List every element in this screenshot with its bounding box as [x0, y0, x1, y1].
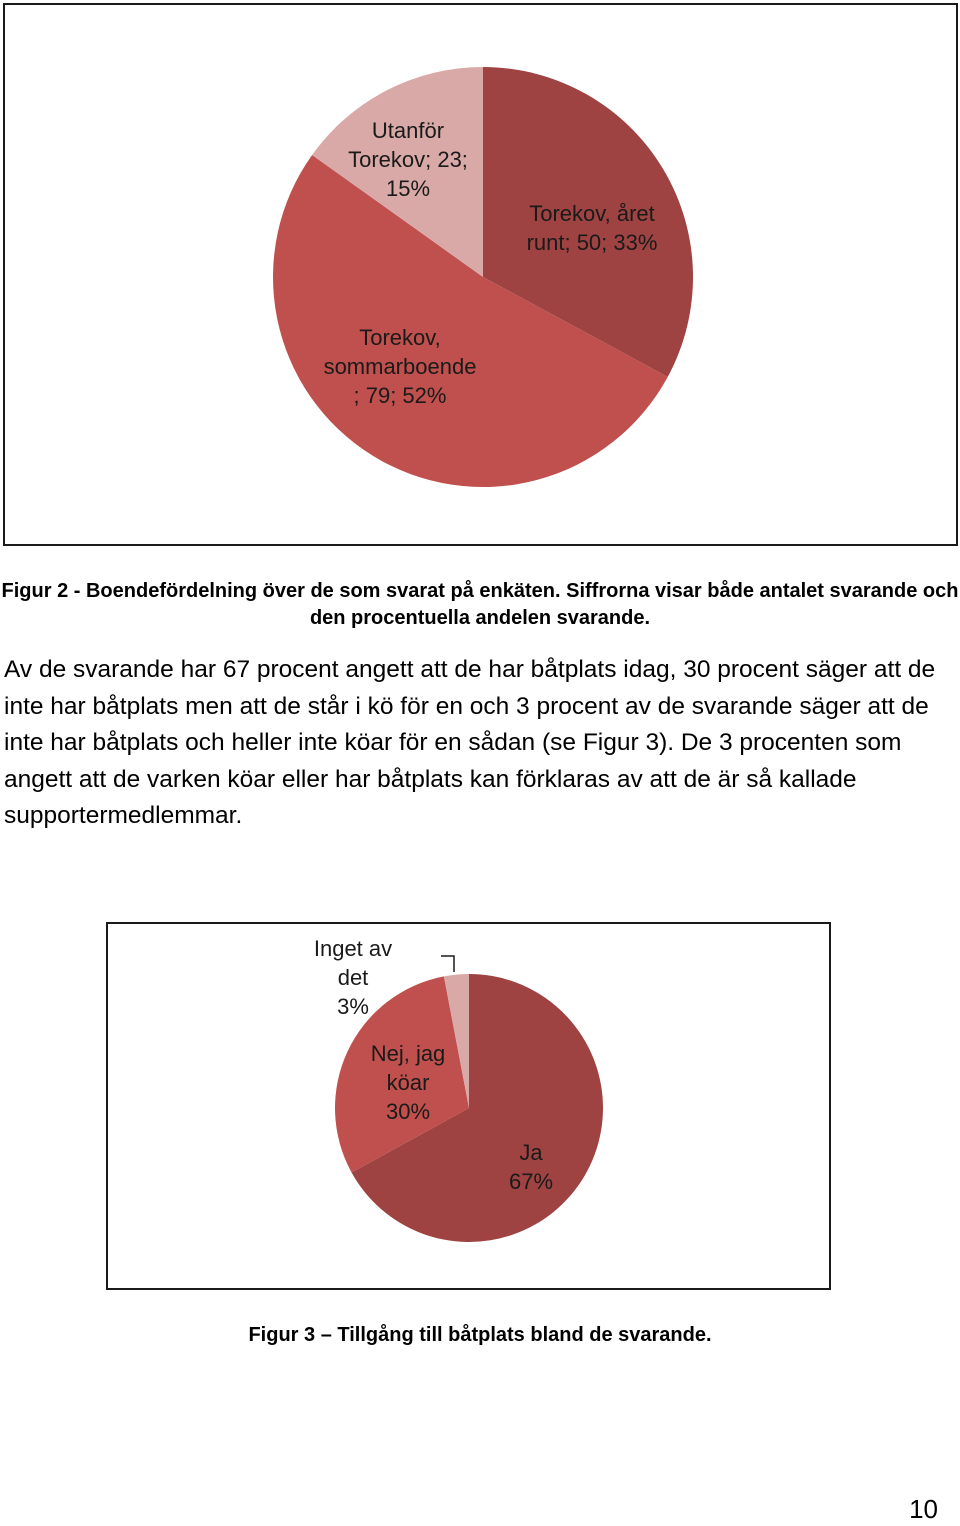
slice-label-2: Torekov, sommarboende ; 79; 52%	[323, 325, 477, 408]
pie-chart-boat-slot	[108, 924, 833, 1292]
figure-2-caption: Figur 2 - Boendefördelning över de som svarat på enkäten. Siffrorna visar både antalet svarande och den procentuella andelen svarande.	[1, 580, 959, 629]
figure-2-chart	[3, 3, 958, 546]
figure-3-chart	[106, 922, 831, 1290]
figure-3-caption: Figur 3 – Tillgång till båtplats bland de svarande.	[248, 1324, 712, 1346]
body-paragraph: Av de svarande har 67 procent angett att de har båtplats idag, 30 procent säger att de inte har båtplats men att de står i kö för en och 3 procent av de svarande säger att de inte har båtplats och heller inte köar för en sådan (se Figur 3). De 3 procenten som angett att de varken köar eller har båtplats kan förklaras av att de är så kallade supportermedlemmar.	[4, 656, 936, 829]
slice-label-3: Inget av det 3%	[313, 936, 393, 1019]
page-number: 10	[909, 1494, 938, 1524]
slice-label-3: Utanför Torekov; 23; 15%	[348, 118, 468, 201]
slice-label-1: Torekov, året runt; 50; 33%	[526, 201, 658, 255]
pie-chart-residence	[5, 5, 960, 548]
slice-label-1: Ja 67%	[508, 1140, 554, 1194]
leader-line	[441, 956, 454, 972]
slice-label-2: Nej, jag köar 30%	[370, 1041, 446, 1124]
